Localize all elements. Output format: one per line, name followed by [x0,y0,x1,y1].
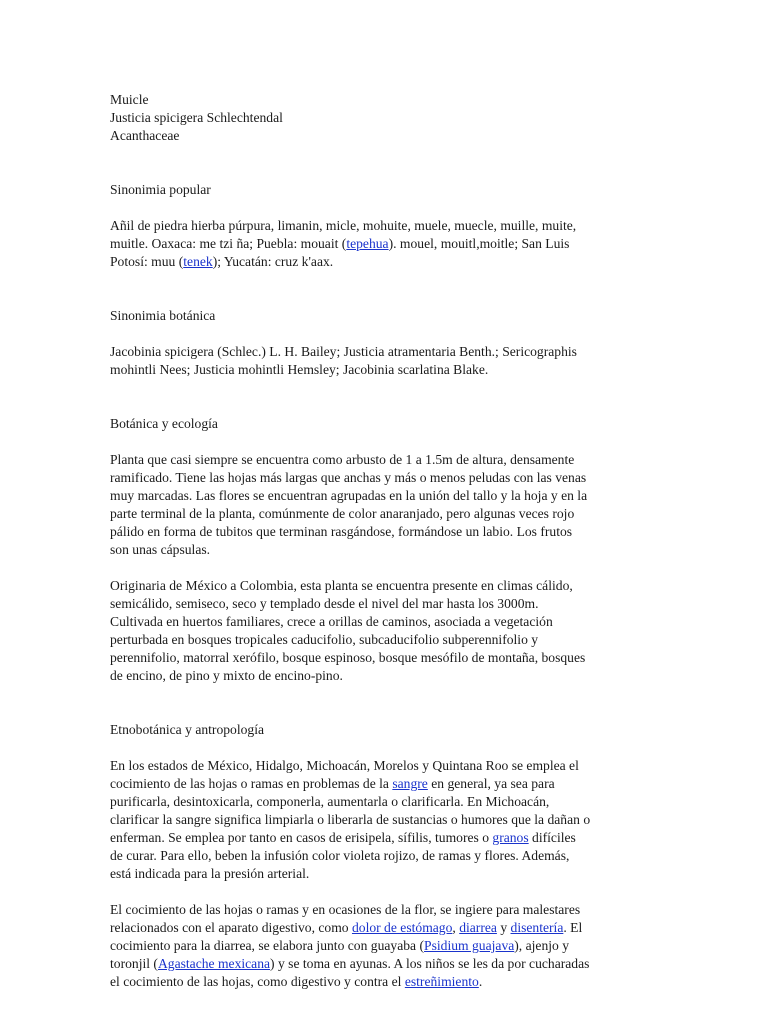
text-line [110,235,670,253]
text-line: Planta que casi siempre se encuentra como arbusto de 1 a 1.5m de altura, densamente [110,452,575,467]
section-title: Sinonimia popular [110,182,211,197]
text-line: Jacobinia spicigera (Schlec.) L. H. Bailey; Justicia atramentaria Benth.; Sericographis [110,344,577,359]
link-diarrea[interactable]: diarrea [459,920,497,935]
paragraph [110,577,670,685]
text-fragment: . El [563,920,583,935]
text-line: semicálido, semiseco, seco y templado desde el nivel del mar hasta los 3000m. [110,596,539,611]
text-line: pálido en forma de tubitos que terminan rasgándose, formándose un labio. Los frutos [110,524,573,539]
link-tepehua[interactable]: tepehua [346,236,389,251]
text-fragment: cocimiento de las hojas o ramas en problemas de la [110,776,393,791]
paragraph [110,343,670,379]
text-fragment: cocimiento para la diarrea, se elabora junto con guayaba ( [110,938,425,953]
link-psidium-guajava[interactable]: Psidium guajava [424,938,515,953]
header-block [110,91,670,145]
text-fragment: difíciles [528,830,576,845]
text-line: purificarla, desintoxicarla, componerla, aumentarla o clarificarla. En Michoacán, [110,794,550,809]
text-fragment: ). mouel, mouitl,moitle; San Luis [388,236,570,251]
section-title: Botánica y ecología [110,416,218,431]
text-fragment: ), ajenjo y [514,938,570,953]
text-line: clarificar la sangre significa limpiarla o liberarla de sustancias o humores que la dañan o [110,812,591,827]
common-name: Muicle [110,92,149,107]
link-agastache-mexicana[interactable]: Agastache mexicana [157,956,271,971]
text-line: está indicada para la presión arterial. [110,866,310,881]
link-tenek[interactable]: tenek [183,254,213,269]
text-line: parte terminal de la planta, comúnmente de color anaranjado, pero algunas veces rojo [110,506,575,521]
text-line: muy marcadas. Las flores se encuentran agrupadas en la unión del tallo y la hoja y en la [110,488,588,503]
section-title: Sinonimia botánica [110,308,216,323]
text-fragment: relacionados con el aparato digestivo, como [110,920,352,935]
text-line: de encino, de pino y mixto de encino-pino. [110,668,343,683]
link-sangre[interactable]: sangre [392,776,428,791]
text-line: mohintli Nees; Justicia mohintli Hemsley; Jacobinia scarlatina Blake. [110,362,489,377]
text-line: son unas cápsulas. [110,542,211,557]
text-fragment: . [478,974,483,989]
text-fragment: Potosí: muu ( [110,254,184,269]
text-line [110,973,670,991]
text-fragment: ); Yucatán: cruz k'aax. [212,254,334,269]
text-line: El cocimiento de las hojas o ramas y en ocasiones de la flor, se ingiere para malestares [110,902,581,917]
section-sinonimia-popular [110,181,670,271]
text-line [110,919,670,937]
paragraph [110,901,670,991]
paragraph [110,217,670,271]
text-fragment: toronjil ( [110,956,158,971]
text-line [110,955,670,973]
text-line: perennifolio, matorral xerófilo, bosque espinoso, bosque mesófilo de montaña, bosques [110,650,586,665]
link-granos[interactable]: granos [492,830,529,845]
text-line: Añil de piedra hierba púrpura, limanin, micle, mohuite, muele, muecle, muille, muite, [110,218,577,233]
paragraph [110,451,670,559]
text-line [110,829,670,847]
text-line: de curar. Para ello, beben la infusión color violeta rojizo, de ramas y flores. Además, [110,848,570,863]
text-fragment: en general, ya sea para [427,776,555,791]
text-fragment: ) y se toma en ayunas. A los niños se les da por cucharadas [270,956,590,971]
text-line: Cultivada en huertos familiares, crece a orillas de caminos, asociada a vegetación [110,614,553,629]
text-line: perturbada en bosques tropicales caducifolio, subcaducifolio subperennifolio y [110,632,539,647]
link-dolor-de-estomago[interactable]: dolor de estómago [351,920,453,935]
paragraph [110,757,670,883]
link-disenteria[interactable]: disentería [510,920,564,935]
text-fragment: muitle. Oaxaca: me tzi ña; Puebla: mouait ( [110,236,347,251]
text-line [110,775,670,793]
section-botanica [110,415,670,685]
scientific-name: Justicia spicigera Schlechtendal [110,110,283,125]
text-line [110,937,670,955]
text-line: En los estados de México, Hidalgo, Michoacán, Morelos y Quintana Roo se emplea el [110,758,579,773]
text-line [110,253,670,271]
text-fragment: enferman. Se emplea por tanto en casos de erisipela, sífilis, tumores o [110,830,493,845]
text-fragment: y [496,920,511,935]
family-name: Acanthaceae [110,128,180,143]
section-etnobotanica [110,721,670,991]
section-title: Etnobotánica y antropología [110,722,265,737]
link-estrenimiento[interactable]: estreñimiento [404,974,479,989]
text-line: Originaria de México a Colombia, esta planta se encuentra presente en climas cálido, [110,578,573,593]
section-sinonimia-botanica [110,307,670,379]
text-fragment: , [452,920,460,935]
document-page [110,91,670,991]
text-fragment: el cocimiento de las hojas, como digestivo y contra el [110,974,405,989]
text-line: ramificado. Tiene las hojas más largas que anchas y más o menos peludas con las venas [110,470,587,485]
